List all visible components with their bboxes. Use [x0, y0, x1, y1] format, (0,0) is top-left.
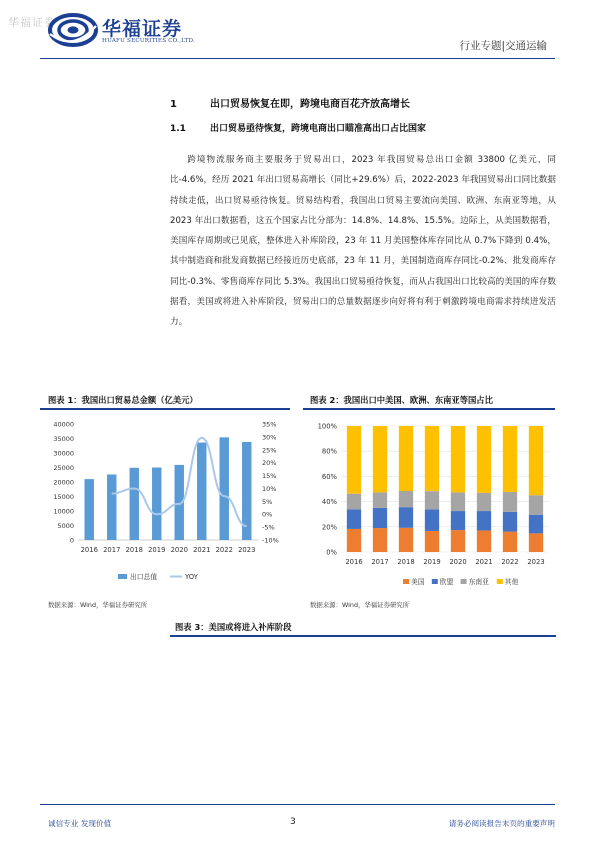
- y-left-tick-label: 0: [69, 536, 74, 545]
- watermark-text: 华福证券: [8, 16, 56, 29]
- y-left-tick-label: 35000: [53, 435, 74, 443]
- x-tick-label: 2020: [449, 558, 467, 566]
- stacked-bar-segment: [451, 492, 465, 511]
- footer-slogan: 诚信专业 发现价值: [48, 819, 112, 828]
- figure-1-caption: 图表 1：我国出口贸易总金额（亿美元）: [48, 395, 198, 405]
- stacked-bar-segment: [503, 532, 517, 552]
- y-tick-label: 100%: [317, 422, 337, 431]
- body-paragraph: 跨境物流服务商主要服务于贸易出口，2023 年我国贸易总出口金额 33800 亿美元，同比-4.6%，经历 2021 年出口贸易高增长（同比+29.6%）后，2022-2023 年我国贸易出口同比数据持续走低，出口贸易亟待恢复。贸易结构看，我国出口贸易主要流向美国、欧洲、东南亚等地，从 2023 年出口数据看，这五个国家占比分部为：14.8%、14.8%、15.5%。边际上，从美国数据看，美国库存周期或已见底，整体进入补库阶段，23 年 11 月美国整体库存同比从 0.7%下降到 0.4%，其中制造商和批发商数据已经接近历史底部，23 年 11 月，美国制造商库存同比-0.2%、批发商库存同比-0.3%、零售商库存同比 5.3%。我国出口贸易亟待恢复，而从占我国出口比较高的美国的库存数据看，美国或将进入补库阶段，贸易出口的总量数据逐步向好将有利于刺激跨境电商需求持续迸发活力。: [170, 155, 556, 328]
- stacked-bar-segment: [373, 492, 387, 507]
- footer-disclaimer: 请务必阅读报告末页的重要声明: [448, 819, 555, 828]
- x-tick-label: 2021: [193, 546, 211, 554]
- legend-label-yoy: YOY: [185, 573, 198, 581]
- legend-swatch: [403, 579, 409, 584]
- figure-1-chart: [40, 412, 290, 594]
- stacked-bar-segment: [477, 530, 491, 552]
- y-left-tick-label: 30000: [53, 449, 74, 458]
- subsection-title: 出口贸易亟待恢复，跨境电商出口瞄准高出口占比国家: [210, 124, 427, 134]
- x-tick-label: 2019: [423, 558, 441, 566]
- y-right-tick-label: 5%: [262, 497, 273, 506]
- subsection-number: 1.1: [170, 124, 186, 134]
- legend-swatch: [497, 579, 503, 584]
- stacked-bar-segment: [373, 508, 387, 528]
- y-right-tick-label: 0%: [262, 510, 273, 519]
- legend-label: 其他: [504, 578, 519, 586]
- stacked-bar-segment: [399, 528, 413, 552]
- bar-export-total: [152, 468, 161, 541]
- stacked-bar-segment: [451, 511, 465, 530]
- y-left-tick-label: 25000: [53, 464, 74, 472]
- y-right-tick-label: 15%: [262, 472, 277, 481]
- x-tick-label: 2022: [215, 546, 233, 554]
- y-left-tick-label: 5000: [57, 522, 74, 530]
- section-title: 出口贸易恢复在即，跨境电商百花齐放高增长: [210, 99, 410, 110]
- legend-label: 美国: [411, 578, 425, 586]
- stacked-bar-segment: [503, 512, 517, 532]
- stacked-bar-segment: [347, 494, 361, 510]
- x-tick-label: 2020: [170, 546, 188, 554]
- figure-3-rule: [170, 635, 556, 637]
- x-tick-label: 2018: [125, 546, 143, 554]
- figure-2-caption: 图表 2：我国出口中美国、欧洲、东南亚等国占比: [310, 395, 493, 405]
- bar-export-total: [107, 474, 116, 540]
- y-right-tick-label: 30%: [262, 433, 277, 442]
- stacked-bar-segment: [347, 509, 361, 529]
- stacked-bar-segment: [477, 493, 491, 511]
- stacked-bar-segment: [399, 491, 413, 507]
- y-left-tick-label: 15000: [53, 493, 74, 501]
- stacked-bar-segment: [347, 529, 361, 552]
- y-right-tick-label: -10%: [262, 536, 279, 545]
- bar-export-total: [130, 468, 139, 540]
- figure-1-rule: [40, 408, 290, 410]
- stacked-bar-segment: [425, 491, 439, 509]
- figure-2-rule: [303, 408, 555, 410]
- stacked-bar-segment: [477, 511, 491, 530]
- stacked-bar-segment: [425, 509, 439, 531]
- legend-swatch: [461, 579, 467, 584]
- legend-label: 东南亚: [468, 578, 489, 586]
- document-category: 行业专题|交通运输: [459, 40, 547, 52]
- y-right-tick-label: 35%: [262, 420, 277, 429]
- y-tick-label: 40%: [321, 498, 337, 507]
- stacked-bar-segment: [399, 426, 413, 491]
- x-tick-label: 2017: [371, 558, 389, 566]
- x-tick-label: 2016: [345, 558, 363, 566]
- legend-swatch-export: [118, 574, 127, 579]
- stacked-bar-segment: [477, 426, 491, 493]
- stacked-bar-segment: [347, 426, 361, 494]
- y-right-tick-label: 20%: [262, 459, 277, 468]
- x-tick-label: 2019: [148, 546, 166, 554]
- y-tick-label: 0%: [326, 548, 337, 557]
- y-left-tick-label: 40000: [53, 420, 74, 429]
- subsection-heading: [170, 121, 426, 134]
- section-number: 1: [170, 99, 177, 110]
- y-right-tick-label: 10%: [262, 484, 277, 493]
- stacked-bar-segment: [373, 426, 387, 492]
- x-tick-label: 2023: [238, 546, 256, 554]
- footer-divider: [40, 804, 555, 805]
- y-right-tick-label: 25%: [262, 446, 277, 455]
- logo-wordmark-en: HUAFU SECURITIES CO.,LTD.: [102, 38, 195, 44]
- page-number: 3: [290, 817, 296, 827]
- logo-wordmark-cn: 华福证券: [102, 18, 183, 40]
- stacked-bar-segment: [399, 507, 413, 528]
- logo-emblem-icon: [48, 12, 98, 52]
- stacked-bar-segment: [425, 531, 439, 552]
- x-tick-label: 2018: [397, 558, 415, 566]
- stacked-bar-segment: [529, 515, 543, 534]
- stacked-bar-segment: [503, 492, 517, 512]
- figure-1-source: 数据来源：Wind，华福证券研究所: [48, 601, 148, 609]
- stacked-bar-segment: [529, 495, 543, 515]
- legend-label: 欧盟: [439, 578, 454, 586]
- stacked-bar-segment: [529, 533, 543, 552]
- stacked-bar-segment: [529, 426, 543, 495]
- stacked-bar-segment: [425, 426, 439, 491]
- figure-3-caption: 图表 3：美国或将进入补库阶段: [175, 622, 292, 632]
- stacked-bar-segment: [503, 426, 517, 492]
- stacked-bar-segment: [451, 530, 465, 552]
- legend-label-export: 出口总值: [130, 573, 158, 581]
- x-tick-label: 2022: [501, 558, 519, 566]
- stacked-bar-segment: [451, 426, 465, 492]
- figure-2-source: 数据来源：Wind，华福证券研究所: [310, 601, 410, 609]
- header-divider: [40, 58, 555, 59]
- stacked-bar-segment: [373, 528, 387, 552]
- y-tick-label: 60%: [321, 472, 337, 481]
- bar-export-total: [197, 443, 206, 540]
- x-tick-label: 2016: [80, 546, 98, 554]
- y-left-tick-label: 10000: [53, 507, 74, 516]
- x-tick-label: 2021: [475, 558, 493, 566]
- y-left-tick-label: 20000: [53, 478, 74, 487]
- figure-2-chart: [303, 412, 555, 594]
- y-right-tick-label: -5%: [262, 523, 275, 532]
- y-tick-label: 80%: [321, 447, 337, 456]
- y-tick-label: 20%: [321, 523, 337, 532]
- section-heading-1: [170, 95, 410, 110]
- bar-export-total: [85, 479, 94, 540]
- legend-swatch: [432, 579, 438, 584]
- bar-export-total: [220, 437, 229, 540]
- x-tick-label: 2023: [527, 558, 545, 566]
- x-tick-label: 2017: [103, 546, 121, 554]
